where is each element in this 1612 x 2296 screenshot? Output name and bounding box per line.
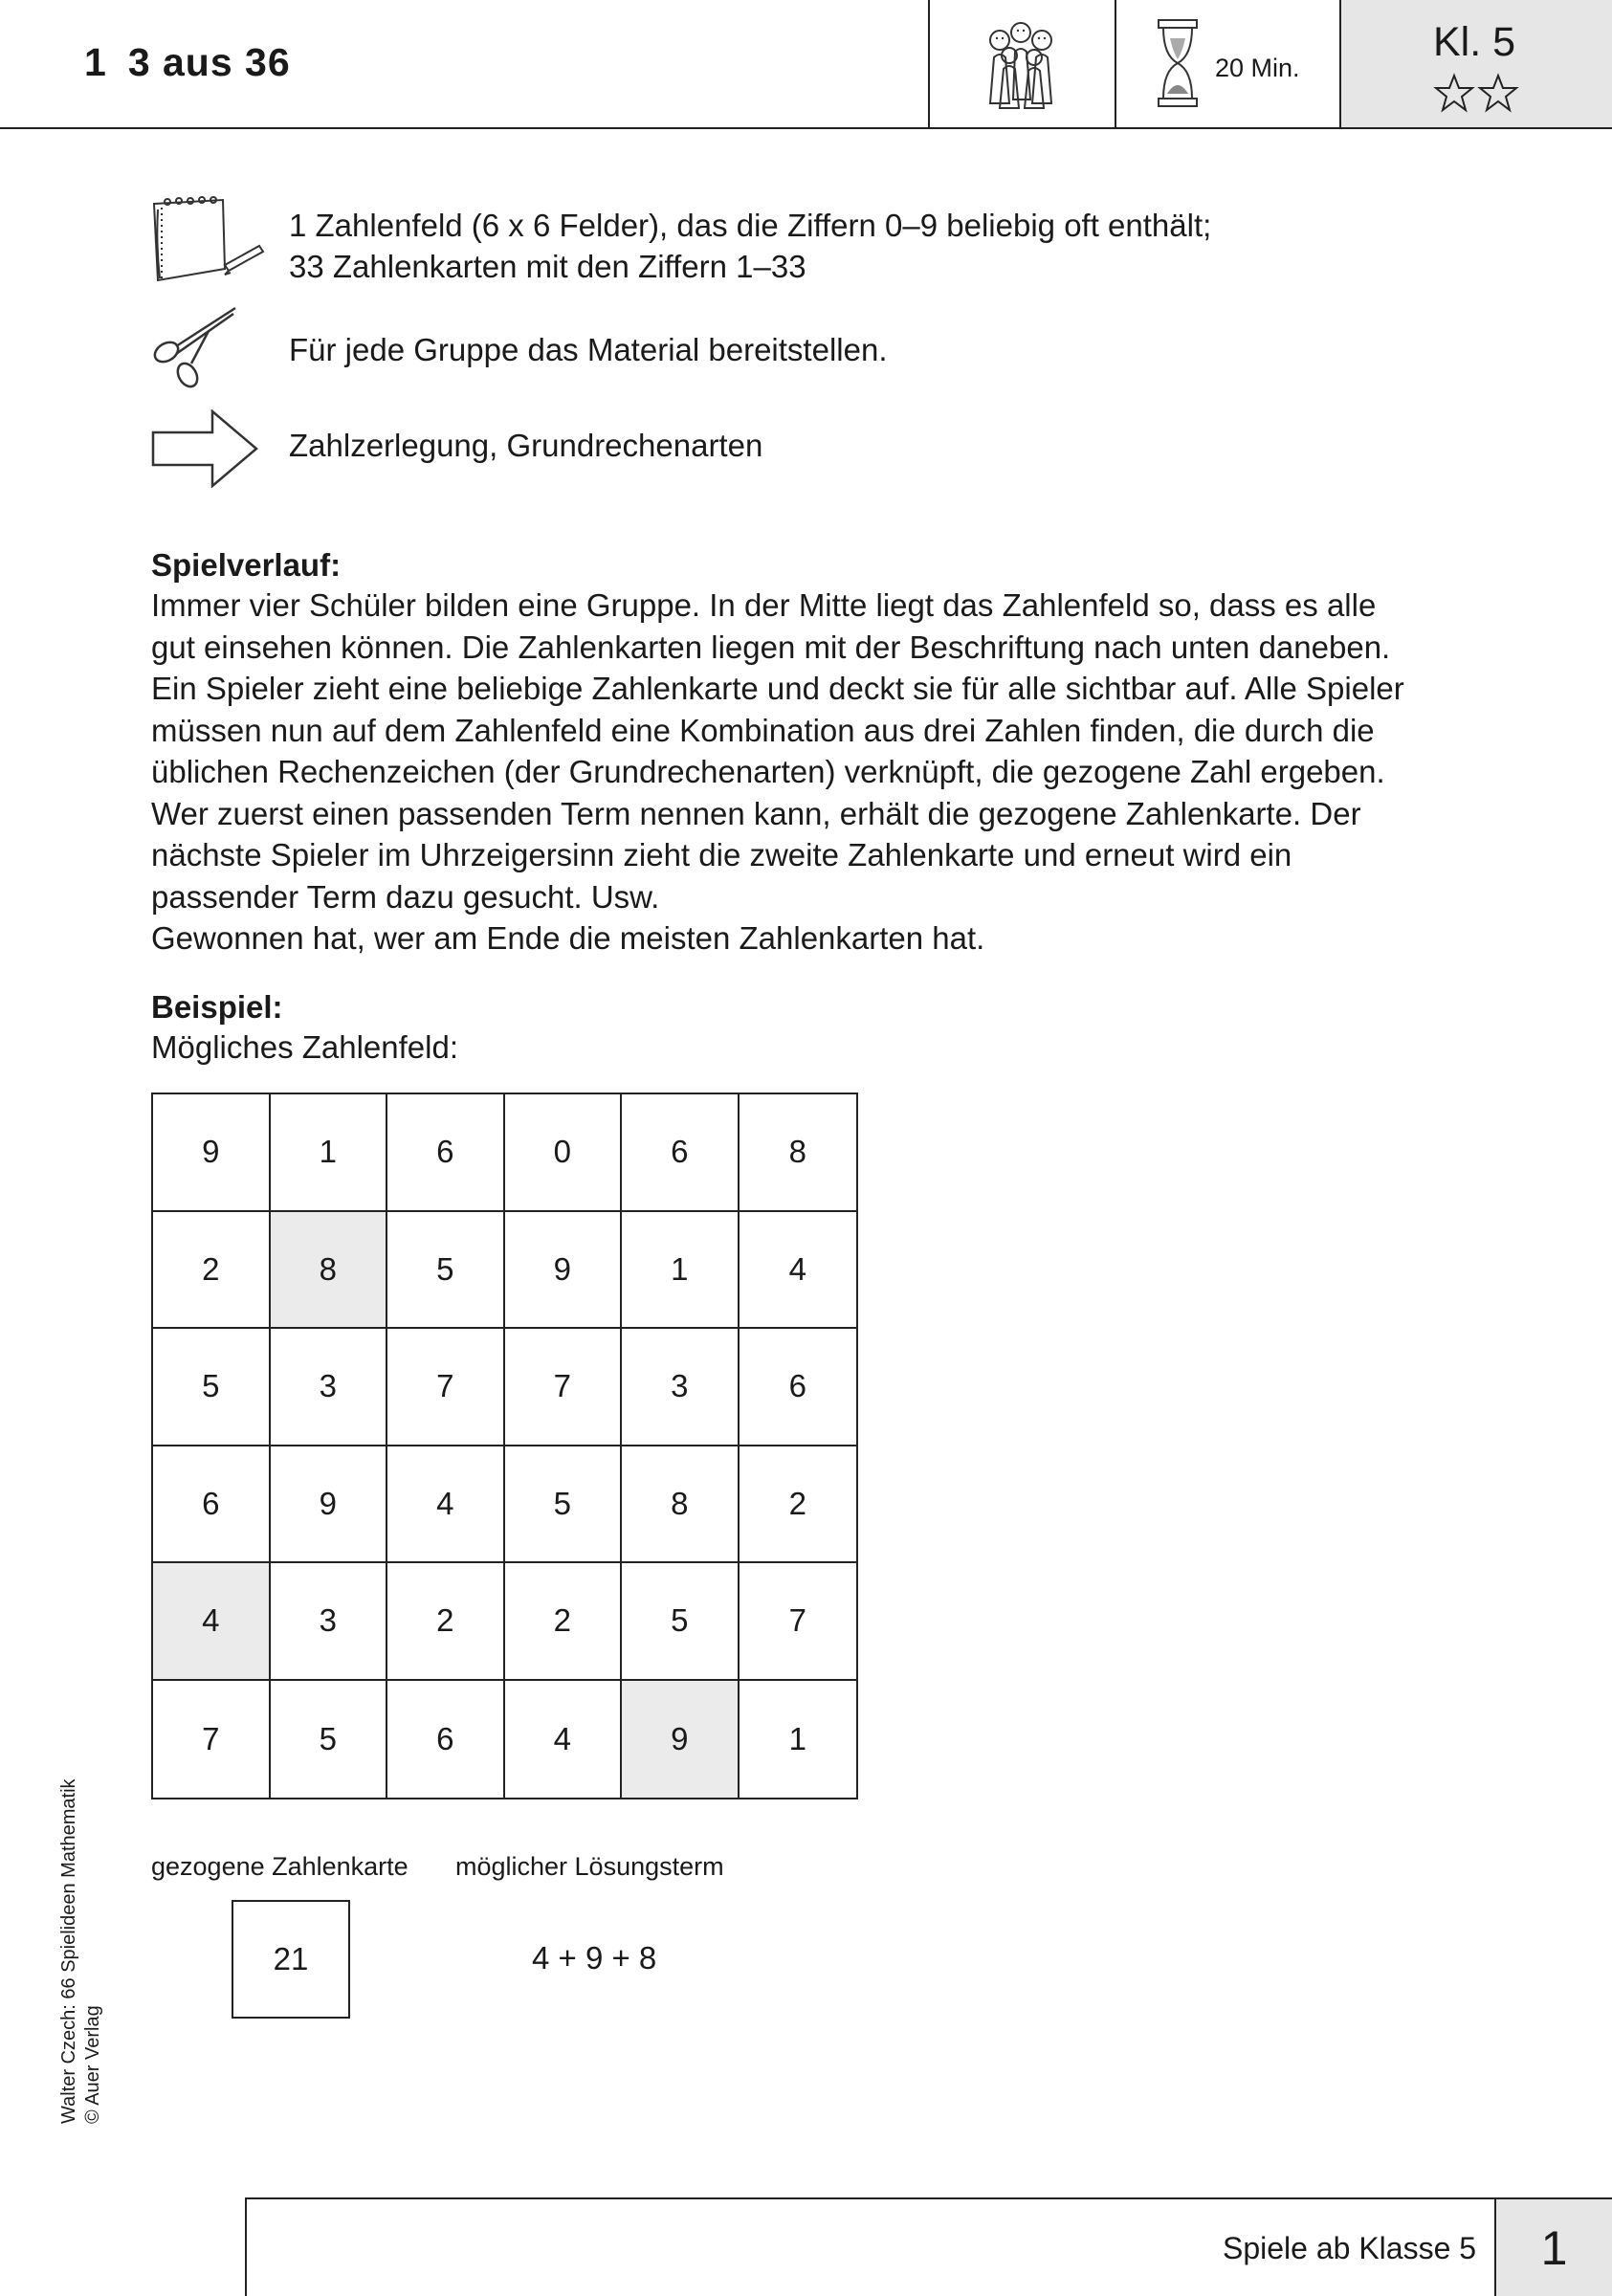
game-title-text: 3 aus 36 bbox=[127, 40, 291, 84]
section-title-beispiel: Beispiel: bbox=[151, 989, 283, 1025]
grid-cell: 2 bbox=[505, 1563, 623, 1681]
grid-cell: 5 bbox=[271, 1681, 388, 1799]
grid-cell: 1 bbox=[788, 1720, 806, 1756]
grid-cell: 7 bbox=[153, 1681, 271, 1799]
grid-cell: 3 bbox=[622, 1329, 740, 1446]
grid-cell: 6 bbox=[153, 1446, 271, 1564]
grid-cell: 5 bbox=[387, 1212, 505, 1330]
rules-line: nächste Spieler im Uhrzeigersinn zieht die zweite Zahlenkarte und erneut wird ein bbox=[151, 837, 1292, 872]
grid-cell: 4 bbox=[505, 1681, 623, 1799]
difficulty-stars-icon bbox=[1433, 73, 1521, 113]
materials-text bbox=[289, 205, 1211, 287]
grid-cell: 7 bbox=[387, 1329, 505, 1446]
grid-cell: 4 bbox=[740, 1212, 857, 1330]
rules-line: Wer zuerst einen passenden Term nennen kann, erhält die gezogene Zahlenkarte. Der bbox=[151, 795, 1361, 831]
duration-label: 20 Min. bbox=[1215, 54, 1300, 82]
rules-line: üblichen Rechenzeichen (der Grundrechenarten) verknüpft, die gezogene Zahl ergeben. bbox=[151, 754, 1385, 789]
grid-cell: 9 bbox=[622, 1681, 740, 1799]
topic-text: Zahlzerlegung, Grundrechenarten bbox=[289, 428, 763, 463]
grid-cell: 9 bbox=[271, 1446, 388, 1564]
section-title-spielverlauf: Spielverlauf: bbox=[151, 547, 342, 583]
credit-line: © Auer Verlag bbox=[82, 2005, 103, 2124]
header-divider bbox=[928, 0, 930, 127]
grid-cell: 6 bbox=[740, 1329, 857, 1446]
rules-line: müssen nun auf dem Zahlenfeld eine Kombination aus drei Zahlen finden, die durch die bbox=[151, 712, 1375, 748]
grid-cell: 8 bbox=[622, 1446, 740, 1564]
scissors-icon bbox=[151, 304, 239, 390]
grid-cell: 7 bbox=[505, 1329, 623, 1446]
grid-cell: 7 bbox=[740, 1563, 857, 1681]
publisher-credit bbox=[57, 1722, 105, 2124]
number-grid bbox=[151, 1093, 858, 1799]
grid-cell: 6 bbox=[387, 1681, 505, 1799]
footer-section-label: Spiele ab Klasse 5 bbox=[1223, 2231, 1477, 2265]
grid-cell: 2 bbox=[387, 1563, 505, 1681]
grid-cell: 8 bbox=[740, 1094, 857, 1212]
header-divider bbox=[1115, 0, 1116, 127]
grid-cell: 1 bbox=[271, 1094, 388, 1212]
grid-cell: 9 bbox=[505, 1212, 623, 1330]
footer-rule bbox=[245, 2197, 247, 2296]
grid-cell: 4 bbox=[153, 1563, 271, 1681]
rules-line: passender Term dazu gesucht. Usw. bbox=[151, 878, 660, 915]
grid-cell: 6 bbox=[622, 1094, 740, 1212]
example-subtitle: Mögliches Zahlenfeld: bbox=[151, 1029, 459, 1065]
rules-line: gut einsehen können. Die Zahlenkarten liegen mit der Beschriftung nach unten daneben. bbox=[151, 629, 1391, 665]
grid-cell: 8 bbox=[271, 1212, 388, 1330]
materials-line: 33 Zahlenkarten mit den Ziffern 1–33 bbox=[289, 249, 806, 284]
grid-cell: 2 bbox=[153, 1212, 271, 1330]
game-title bbox=[84, 40, 291, 85]
rules-line: Gewonnen hat, wer am Ende die meisten Zahlenkarten hat. bbox=[151, 920, 985, 956]
grid-cell: 2 bbox=[740, 1446, 857, 1564]
grid-cell: 3 bbox=[271, 1563, 388, 1681]
notepad-icon bbox=[148, 196, 265, 288]
materials-line: 1 Zahlenfeld (6 x 6 Felder), das die Ziffern 0–9 beliebig oft enthält; bbox=[289, 208, 1212, 243]
solution-term: 4 + 9 + 8 bbox=[532, 1940, 657, 1976]
grid-cell: 6 bbox=[387, 1094, 505, 1212]
hourglass-icon bbox=[1156, 17, 1200, 109]
players-icon bbox=[971, 19, 1067, 110]
rules-line: Ein Spieler zieht eine beliebige Zahlenkarte und deckt sie für alle sichtbar auf. Alle Spieler bbox=[151, 671, 1404, 706]
grid-cell: 5 bbox=[505, 1446, 623, 1564]
drawn-number-card: 21 bbox=[232, 1900, 350, 2019]
drawn-card-caption: gezogene Zahlenkarte bbox=[151, 1852, 409, 1881]
grid-cell: 0 bbox=[505, 1094, 623, 1212]
grid-cell: 5 bbox=[153, 1329, 271, 1446]
grid-cell: 3 bbox=[271, 1329, 388, 1446]
credit-line: Walter Czech: 66 Spielideen Mathematik bbox=[58, 1778, 79, 2124]
class-level-box bbox=[1341, 0, 1612, 127]
page-number: 1 bbox=[1496, 2199, 1612, 2296]
grid-cell: 9 bbox=[153, 1094, 271, 1212]
grid-cell: 4 bbox=[387, 1446, 505, 1564]
arrow-right-icon bbox=[151, 409, 258, 488]
solution-term-caption: möglicher Lösungsterm bbox=[455, 1852, 724, 1881]
page-header bbox=[0, 0, 1612, 129]
rules-paragraph bbox=[151, 585, 1529, 960]
grid-cell: 1 bbox=[622, 1212, 740, 1330]
class-level-label: Kl. 5 bbox=[1433, 19, 1516, 65]
grid-cell: 5 bbox=[622, 1563, 740, 1681]
preparation-text: Für jede Gruppe das Material bereitstellen. bbox=[289, 332, 888, 367]
game-number: 1 bbox=[84, 40, 107, 84]
rules-line: Immer vier Schüler bilden eine Gruppe. In der Mitte liegt das Zahlenfeld so, dass es alle bbox=[151, 587, 1377, 623]
footer-rule bbox=[245, 2197, 1612, 2199]
